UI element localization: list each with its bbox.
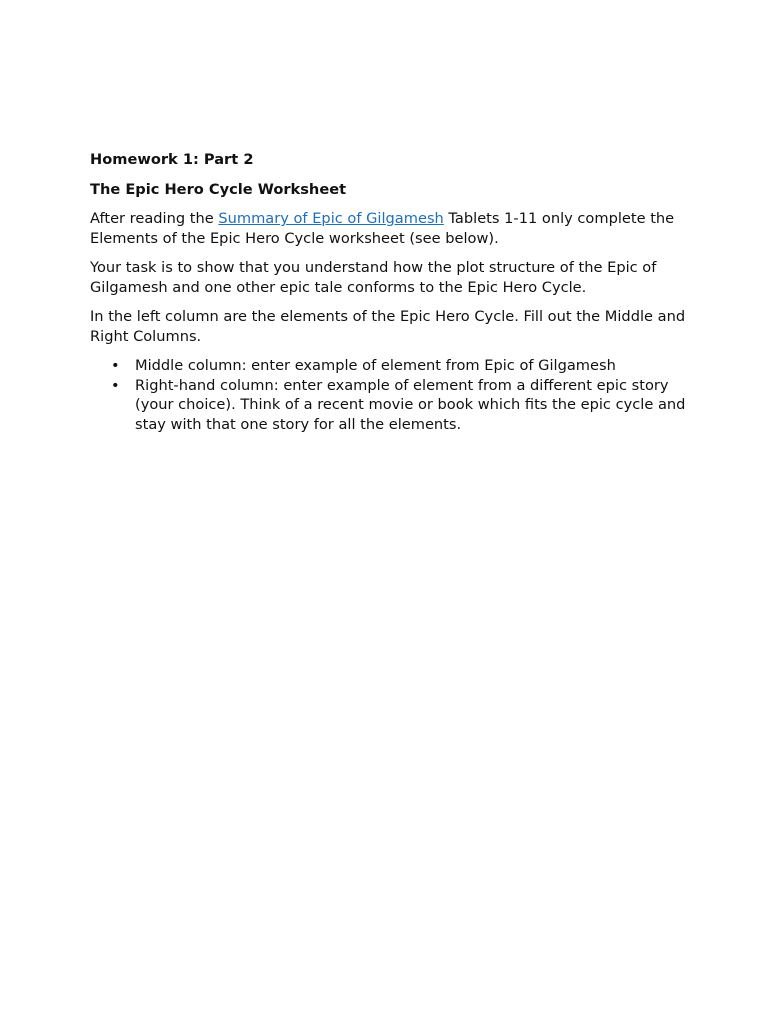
summary-link[interactable]: Summary of Epic of Gilgamesh bbox=[218, 210, 444, 227]
list-item bbox=[90, 376, 690, 435]
instructions-paragraph: In the left column are the elements of the Epic Hero Cycle. Fill out the Middle and Right Columns. bbox=[90, 308, 686, 345]
document-title: Homework 1: Part 2 bbox=[90, 151, 254, 168]
list-item bbox=[90, 356, 690, 376]
list-item-text: Middle column: enter example of element from Epic of Gilgamesh bbox=[135, 357, 616, 374]
list-item-text: Right-hand column: enter example of element from a different epic story (your choice). Think of a recent movie or book which fits the epic cycle and stay with that one story for all the elements. bbox=[135, 376, 686, 433]
document-page bbox=[90, 150, 690, 434]
intro-text-after: Tablets 1-11 only complete the Elements of the Epic Hero Cycle worksheet (see below). bbox=[90, 210, 675, 247]
bullet-icon: • bbox=[111, 376, 120, 394]
intro-paragraph bbox=[90, 209, 690, 248]
bullet-icon: • bbox=[111, 357, 120, 374]
column-instructions-list bbox=[90, 356, 690, 434]
task-paragraph: Your task is to show that you understand how the plot structure of the Epic of Gilgamesh and one other epic tale conforms to the Epic Hero Cycle. bbox=[90, 259, 657, 296]
worksheet-subtitle: The Epic Hero Cycle Worksheet bbox=[90, 180, 347, 198]
intro-text-before: After reading the bbox=[90, 210, 219, 227]
